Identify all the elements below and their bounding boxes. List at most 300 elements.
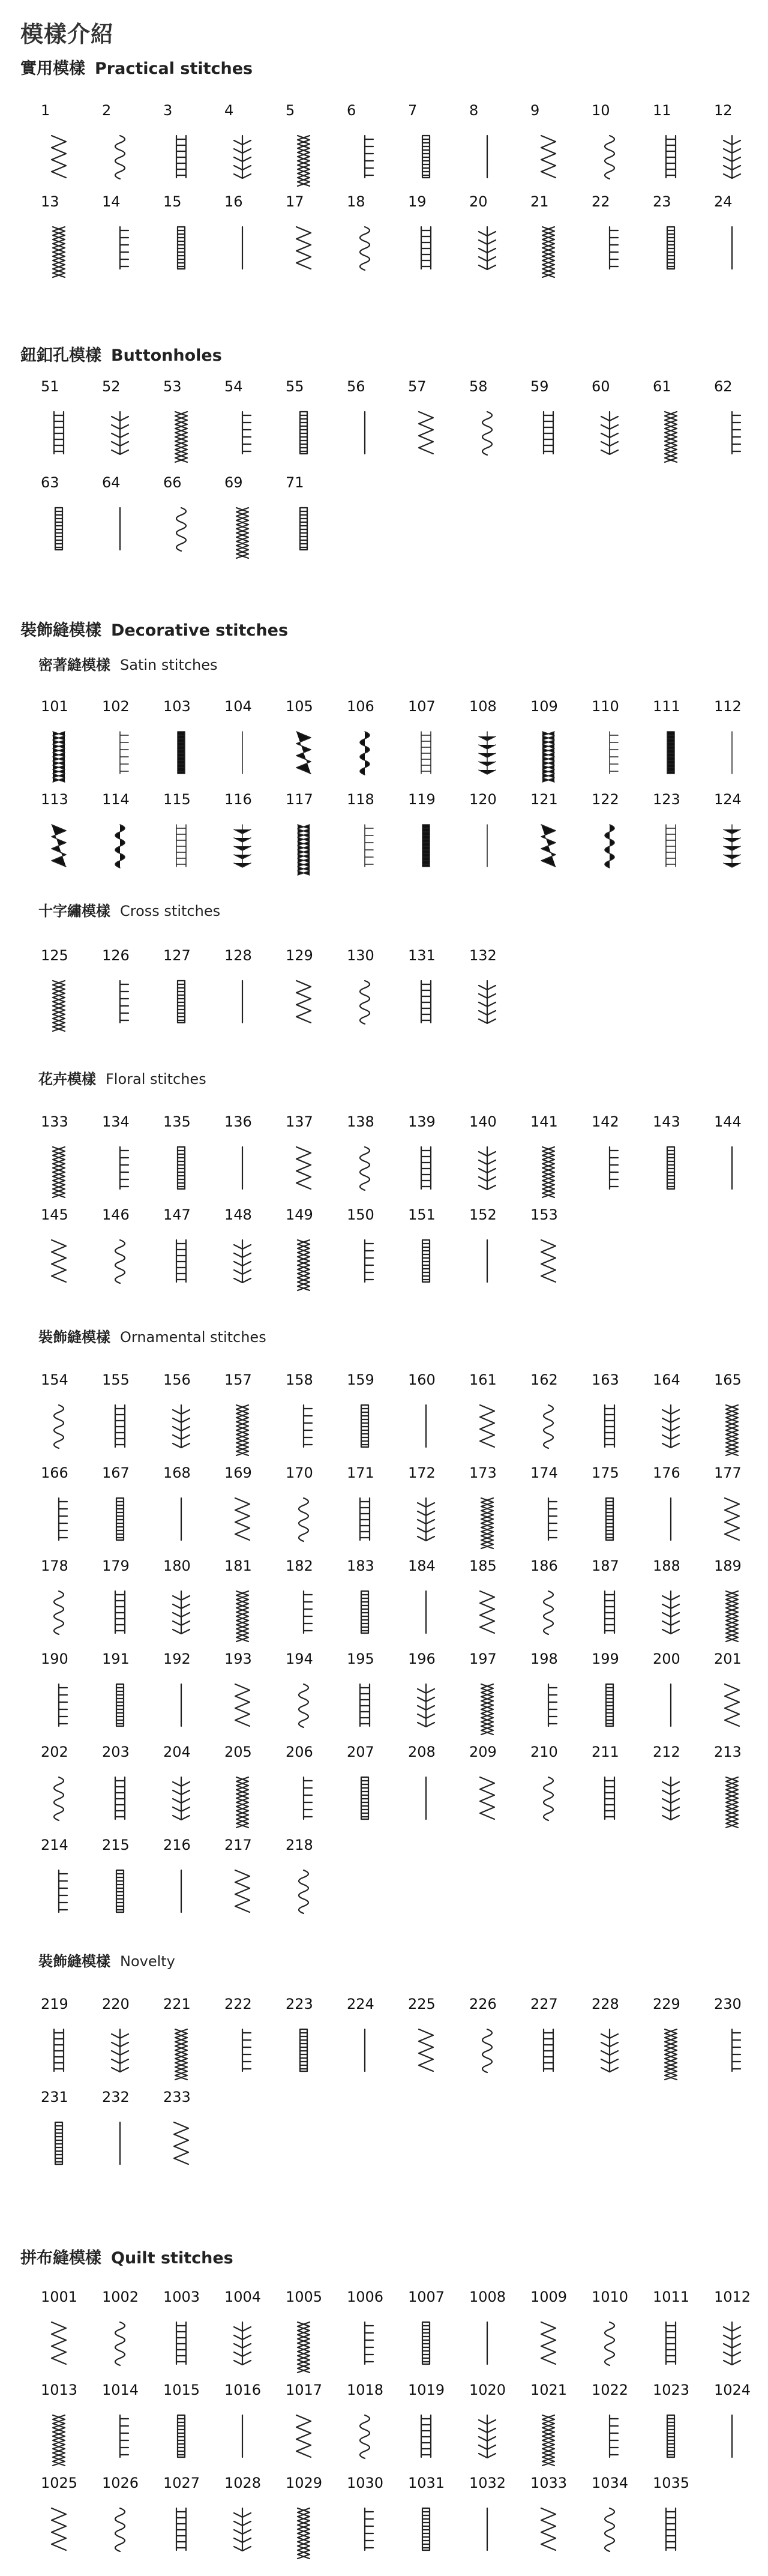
stitch-number: 104 <box>224 698 252 715</box>
stitch-187 <box>592 1557 646 1648</box>
stitch-155 <box>102 1371 156 1461</box>
stitch-number: 12 <box>714 102 733 119</box>
stitch-123 <box>653 791 707 881</box>
stitch-59 <box>530 378 584 468</box>
stitch-number: 101 <box>41 698 68 715</box>
stitch-pattern-icon <box>37 1145 80 1191</box>
stitch-pattern-icon <box>343 224 386 271</box>
stitch-number: 1033 <box>530 2475 568 2491</box>
stitch-number: 215 <box>102 1837 130 1853</box>
stitch-number: 1018 <box>347 2382 384 2398</box>
stitch-number: 59 <box>530 378 549 395</box>
stitch-number: 190 <box>41 1651 68 1667</box>
stitch-1035 <box>653 2475 707 2565</box>
stitch-1021 <box>530 2382 584 2472</box>
stitch-1017 <box>286 2382 340 2472</box>
stitch-1022 <box>592 2382 646 2472</box>
stitch-pattern-icon <box>37 2120 80 2167</box>
stitch-pattern-icon <box>37 1496 80 1542</box>
stitch-number: 151 <box>408 1206 436 1223</box>
stitch-number: 150 <box>347 1206 374 1223</box>
stitch-pattern-icon <box>282 1238 325 1284</box>
stitch-pattern-icon <box>710 409 754 456</box>
stitch-pattern-icon <box>343 978 386 1025</box>
stitch-71 <box>286 474 340 564</box>
stitch-116 <box>224 791 278 881</box>
stitch-145 <box>41 1206 95 1296</box>
stitch-178 <box>41 1557 95 1648</box>
stitch-number: 52 <box>102 378 121 395</box>
stitch-161 <box>469 1371 523 1461</box>
stitch-number: 1027 <box>163 2475 200 2491</box>
stitch-pattern-icon <box>282 822 325 869</box>
stitch-pattern-icon <box>466 1145 509 1191</box>
stitch-number: 61 <box>653 378 671 395</box>
stitch-number: 136 <box>224 1113 252 1130</box>
stitch-125 <box>41 947 95 1037</box>
stitch-pattern-icon <box>649 822 692 869</box>
stitch-139 <box>408 1113 462 1203</box>
stitch-130 <box>347 947 401 1037</box>
stitch-number: 154 <box>41 1371 68 1388</box>
stitch-11 <box>653 102 707 192</box>
stitch-132 <box>469 947 523 1037</box>
stitch-number: 1022 <box>592 2382 629 2398</box>
stitch-191 <box>102 1651 156 1741</box>
stitch-number: 129 <box>286 947 313 964</box>
stitch-number: 131 <box>408 947 436 964</box>
stitch-1002 <box>102 2289 156 2379</box>
stitch-pattern-icon <box>282 133 325 180</box>
stitch-pattern-icon <box>282 729 325 776</box>
heading-zh: 鈕釦孔模樣 <box>20 346 101 365</box>
stitch-1020 <box>469 2382 523 2472</box>
stitch-1026 <box>102 2475 156 2565</box>
stitch-164 <box>653 1371 707 1461</box>
stitch-number: 126 <box>102 947 130 964</box>
stitch-number: 183 <box>347 1557 374 1574</box>
stitch-128 <box>224 947 278 1037</box>
stitch-23 <box>653 193 707 283</box>
stitch-number: 172 <box>408 1464 436 1481</box>
stitch-pattern-icon <box>37 1868 80 1915</box>
stitch-pattern-icon <box>588 133 631 180</box>
stitch-201 <box>714 1651 768 1741</box>
stitch-151 <box>408 1206 462 1296</box>
stitch-63 <box>41 474 95 564</box>
stitch-number: 166 <box>41 1464 68 1481</box>
stitch-pattern-icon <box>466 224 509 271</box>
stitch-pattern-icon <box>404 2506 448 2553</box>
stitch-number: 224 <box>347 1996 374 2012</box>
stitch-209 <box>469 1744 523 1834</box>
stitch-pattern-icon <box>98 729 142 776</box>
stitch-1027 <box>163 2475 217 2565</box>
stitch-pattern-icon <box>527 1238 570 1284</box>
section-heading <box>20 342 222 366</box>
stitch-number: 219 <box>41 1996 68 2012</box>
stitch-pattern-icon <box>343 2027 386 2074</box>
stitch-pattern-icon <box>588 1403 631 1449</box>
stitch-pattern-icon <box>588 822 631 869</box>
stitch-number: 1006 <box>347 2289 384 2305</box>
stitch-pattern-icon <box>160 1496 203 1542</box>
stitch-166 <box>41 1464 95 1554</box>
stitch-113 <box>41 791 95 881</box>
stitch-number: 24 <box>714 193 733 210</box>
stitch-199 <box>592 1651 646 1741</box>
stitch-1013 <box>41 2382 95 2472</box>
stitch-pattern-icon <box>466 978 509 1025</box>
stitch-142 <box>592 1113 646 1203</box>
stitch-number: 223 <box>286 1996 313 2012</box>
stitch-135 <box>163 1113 217 1203</box>
stitch-228 <box>592 1996 646 2086</box>
stitch-137 <box>286 1113 340 1203</box>
stitch-number: 193 <box>224 1651 252 1667</box>
stitch-number: 184 <box>408 1557 436 1574</box>
stitch-pattern-icon <box>710 822 754 869</box>
stitch-pattern-icon <box>588 2027 631 2074</box>
stitch-176 <box>653 1464 707 1554</box>
stitch-number: 148 <box>224 1206 252 1223</box>
stitch-pattern-icon <box>221 409 264 456</box>
stitch-169 <box>224 1464 278 1554</box>
stitch-pattern-icon <box>282 1868 325 1915</box>
stitch-number: 161 <box>469 1371 497 1388</box>
stitch-1 <box>41 102 95 192</box>
stitch-pattern-icon <box>282 1145 325 1191</box>
stitch-pattern-icon <box>37 2413 80 2460</box>
stitch-pattern-icon <box>160 978 203 1025</box>
stitch-106 <box>347 698 401 788</box>
stitch-pattern-icon <box>527 1682 570 1729</box>
stitch-112 <box>714 698 768 788</box>
stitch-pattern-icon <box>710 1403 754 1449</box>
stitch-pattern-icon <box>221 2413 264 2460</box>
stitch-117 <box>286 791 340 881</box>
stitch-pattern-icon <box>466 1682 509 1729</box>
stitch-167 <box>102 1464 156 1554</box>
stitch-pattern-icon <box>160 729 203 776</box>
stitch-number: 121 <box>530 791 558 808</box>
stitch-pattern-icon <box>37 224 80 271</box>
stitch-13 <box>41 193 95 283</box>
stitch-number: 177 <box>714 1464 742 1481</box>
stitch-number: 15 <box>163 193 182 210</box>
stitch-136 <box>224 1113 278 1203</box>
stitch-104 <box>224 698 278 788</box>
stitch-number: 135 <box>163 1113 191 1130</box>
stitch-pattern-icon <box>221 1496 264 1542</box>
stitch-number: 187 <box>592 1557 619 1574</box>
stitch-number: 142 <box>592 1113 619 1130</box>
stitch-213 <box>714 1744 768 1834</box>
stitch-pattern-icon <box>404 2320 448 2367</box>
stitch-number: 162 <box>530 1371 558 1388</box>
stitch-number: 62 <box>714 378 733 395</box>
stitch-173 <box>469 1464 523 1554</box>
stitch-229 <box>653 1996 707 2086</box>
stitch-184 <box>408 1557 462 1648</box>
stitch-141 <box>530 1113 584 1203</box>
stitch-pattern-icon <box>221 1868 264 1915</box>
stitch-pattern-icon <box>466 1238 509 1284</box>
stitch-pattern-icon <box>160 1775 203 1822</box>
stitch-number: 5 <box>286 102 295 119</box>
stitch-number: 231 <box>41 2089 68 2105</box>
stitch-pattern-icon <box>221 1775 264 1822</box>
stitch-pattern-icon <box>37 1238 80 1284</box>
stitch-number: 218 <box>286 1837 313 1853</box>
stitch-pattern-icon <box>649 2506 692 2553</box>
stitch-168 <box>163 1464 217 1554</box>
stitch-51 <box>41 378 95 468</box>
stitch-124 <box>714 791 768 881</box>
stitch-233 <box>163 2089 217 2179</box>
stitch-number: 220 <box>102 1996 130 2012</box>
stitch-number: 140 <box>469 1113 497 1130</box>
stitch-number: 138 <box>347 1113 374 1130</box>
heading-zh: 十字繡模樣 <box>38 903 110 919</box>
stitch-number: 125 <box>41 947 68 964</box>
stitch-number: 1003 <box>163 2289 200 2305</box>
stitch-pattern-icon <box>282 224 325 271</box>
stitch-119 <box>408 791 462 881</box>
stitch-220 <box>102 1996 156 2086</box>
stitch-pattern-icon <box>98 1238 142 1284</box>
stitch-number: 1013 <box>41 2382 78 2398</box>
stitch-pattern-icon <box>649 1145 692 1191</box>
stitch-number: 196 <box>408 1651 436 1667</box>
stitch-number: 216 <box>163 1837 191 1853</box>
stitch-number: 157 <box>224 1371 252 1388</box>
stitch-number: 133 <box>41 1113 68 1130</box>
stitch-134 <box>102 1113 156 1203</box>
stitch-162 <box>530 1371 584 1461</box>
heading-en: Floral stitches <box>106 1071 206 1088</box>
stitch-143 <box>653 1113 707 1203</box>
stitch-214 <box>41 1837 95 1927</box>
stitch-55 <box>286 378 340 468</box>
stitch-number: 102 <box>102 698 130 715</box>
stitch-pattern-icon <box>404 1589 448 1636</box>
stitch-pattern-icon <box>466 1496 509 1542</box>
stitch-number: 214 <box>41 1837 68 1853</box>
stitch-number: 194 <box>286 1651 313 1667</box>
stitch-pattern-icon <box>466 729 509 776</box>
stitch-127 <box>163 947 217 1037</box>
stitch-pattern-icon <box>221 1682 264 1729</box>
stitch-number: 66 <box>163 474 182 491</box>
stitch-211 <box>592 1744 646 1834</box>
stitch-210 <box>530 1744 584 1834</box>
stitch-221 <box>163 1996 217 2086</box>
stitch-number: 1010 <box>592 2289 629 2305</box>
stitch-number: 57 <box>408 378 427 395</box>
stitch-pattern-icon <box>343 1238 386 1284</box>
stitch-number: 20 <box>469 193 488 210</box>
stitch-1023 <box>653 2382 707 2472</box>
heading-en: Practical stitches <box>95 59 253 78</box>
stitch-pattern-icon <box>466 1589 509 1636</box>
stitch-number: 232 <box>102 2089 130 2105</box>
stitch-number: 1008 <box>469 2289 506 2305</box>
stitch-8 <box>469 102 523 192</box>
stitch-pattern-icon <box>37 505 80 552</box>
stitch-number: 141 <box>530 1113 558 1130</box>
stitch-pattern-icon <box>404 1775 448 1822</box>
stitch-number: 110 <box>592 698 619 715</box>
stitch-pattern-icon <box>466 2320 509 2367</box>
stitch-number: 175 <box>592 1464 619 1481</box>
stitch-number: 2 <box>102 102 112 119</box>
stitch-1030 <box>347 2475 401 2565</box>
stitch-number: 132 <box>469 947 497 964</box>
stitch-pattern-icon <box>221 1238 264 1284</box>
stitch-number: 208 <box>408 1744 436 1760</box>
stitch-110 <box>592 698 646 788</box>
stitch-196 <box>408 1651 462 1741</box>
stitch-number: 198 <box>530 1651 558 1667</box>
stitch-57 <box>408 378 462 468</box>
stitch-pattern-icon <box>404 224 448 271</box>
stitch-number: 174 <box>530 1464 558 1481</box>
stitch-number: 143 <box>653 1113 680 1130</box>
stitch-number: 152 <box>469 1206 497 1223</box>
stitch-number: 1016 <box>224 2382 262 2398</box>
stitch-number: 169 <box>224 1464 252 1481</box>
stitch-number: 202 <box>41 1744 68 1760</box>
stitch-1028 <box>224 2475 278 2565</box>
stitch-number: 146 <box>102 1206 130 1223</box>
stitch-pattern-icon <box>649 1496 692 1542</box>
stitch-pattern-icon <box>282 1589 325 1636</box>
stitch-pattern-icon <box>649 224 692 271</box>
stitch-pattern-icon <box>160 224 203 271</box>
stitch-232 <box>102 2089 156 2179</box>
stitch-number: 139 <box>408 1113 436 1130</box>
stitch-number: 1023 <box>653 2382 690 2398</box>
stitch-192 <box>163 1651 217 1741</box>
stitch-number: 178 <box>41 1557 68 1574</box>
stitch-pattern-icon <box>282 978 325 1025</box>
stitch-182 <box>286 1557 340 1648</box>
stitch-number: 115 <box>163 791 191 808</box>
stitch-231 <box>41 2089 95 2179</box>
stitch-102 <box>102 698 156 788</box>
stitch-pattern-icon <box>343 729 386 776</box>
stitch-pattern-icon <box>343 1403 386 1449</box>
stitch-pattern-icon <box>282 505 325 552</box>
stitch-pattern-icon <box>221 1145 264 1191</box>
stitch-pattern-icon <box>466 2413 509 2460</box>
stitch-number: 10 <box>592 102 610 119</box>
stitch-138 <box>347 1113 401 1203</box>
stitch-number: 204 <box>163 1744 191 1760</box>
stitch-number: 21 <box>530 193 549 210</box>
stitch-133 <box>41 1113 95 1203</box>
stitch-pattern-icon <box>588 224 631 271</box>
stitch-number: 163 <box>592 1371 619 1388</box>
stitch-number: 159 <box>347 1371 374 1388</box>
stitch-number: 4 <box>224 102 234 119</box>
stitch-56 <box>347 378 401 468</box>
stitch-12 <box>714 102 768 192</box>
heading-zh: 密著縫模樣 <box>38 657 110 673</box>
stitch-number: 167 <box>102 1464 130 1481</box>
stitch-number: 17 <box>286 193 304 210</box>
stitch-pattern-icon <box>98 822 142 869</box>
stitch-number: 173 <box>469 1464 497 1481</box>
stitch-1012 <box>714 2289 768 2379</box>
stitch-number: 149 <box>286 1206 313 1223</box>
stitch-pattern-icon <box>98 1868 142 1915</box>
stitch-pattern-icon <box>221 224 264 271</box>
stitch-pattern-icon <box>160 2027 203 2074</box>
stitch-number: 69 <box>224 474 243 491</box>
stitch-number: 118 <box>347 791 374 808</box>
stitch-number: 209 <box>469 1744 497 1760</box>
stitch-number: 1019 <box>408 2382 445 2398</box>
stitch-number: 164 <box>653 1371 680 1388</box>
stitch-189 <box>714 1557 768 1648</box>
stitch-pattern-icon <box>466 2027 509 2074</box>
stitch-1019 <box>408 2382 462 2472</box>
stitch-204 <box>163 1744 217 1834</box>
heading-zh: 花卉模樣 <box>38 1071 96 1088</box>
stitch-number: 54 <box>224 378 243 395</box>
stitch-181 <box>224 1557 278 1648</box>
page-title: 模樣介紹 <box>20 21 115 47</box>
stitch-114 <box>102 791 156 881</box>
section-heading <box>20 55 253 79</box>
stitch-2 <box>102 102 156 192</box>
stitch-pattern-icon <box>37 2506 80 2553</box>
stitch-pattern-icon <box>221 133 264 180</box>
stitch-number: 192 <box>163 1651 191 1667</box>
stitch-69 <box>224 474 278 564</box>
heading-en: Ornamental stitches <box>120 1329 266 1346</box>
stitch-17 <box>286 193 340 283</box>
stitch-pattern-icon <box>221 2027 264 2074</box>
stitch-pattern-icon <box>404 2413 448 2460</box>
stitch-number: 103 <box>163 698 191 715</box>
stitch-3 <box>163 102 217 192</box>
stitch-131 <box>408 947 462 1037</box>
stitch-pattern-icon <box>527 1496 570 1542</box>
stitch-pattern-icon <box>710 1589 754 1636</box>
stitch-number: 182 <box>286 1557 313 1574</box>
stitch-number: 1005 <box>286 2289 323 2305</box>
stitch-pattern-icon <box>404 822 448 869</box>
stitch-62 <box>714 378 768 468</box>
stitch-pattern-icon <box>404 1238 448 1284</box>
stitch-number: 170 <box>286 1464 313 1481</box>
stitch-1034 <box>592 2475 646 2565</box>
heading-en: Quilt stitches <box>111 2249 233 2268</box>
stitch-1032 <box>469 2475 523 2565</box>
stitch-140 <box>469 1113 523 1203</box>
stitch-number: 108 <box>469 698 497 715</box>
stitch-pattern-icon <box>527 1145 570 1191</box>
stitch-pattern-icon <box>98 1403 142 1449</box>
stitch-number: 165 <box>714 1371 742 1388</box>
stitch-pattern-icon <box>649 1403 692 1449</box>
stitch-number: 130 <box>347 947 374 964</box>
stitch-203 <box>102 1744 156 1834</box>
stitch-pattern-icon <box>649 2413 692 2460</box>
